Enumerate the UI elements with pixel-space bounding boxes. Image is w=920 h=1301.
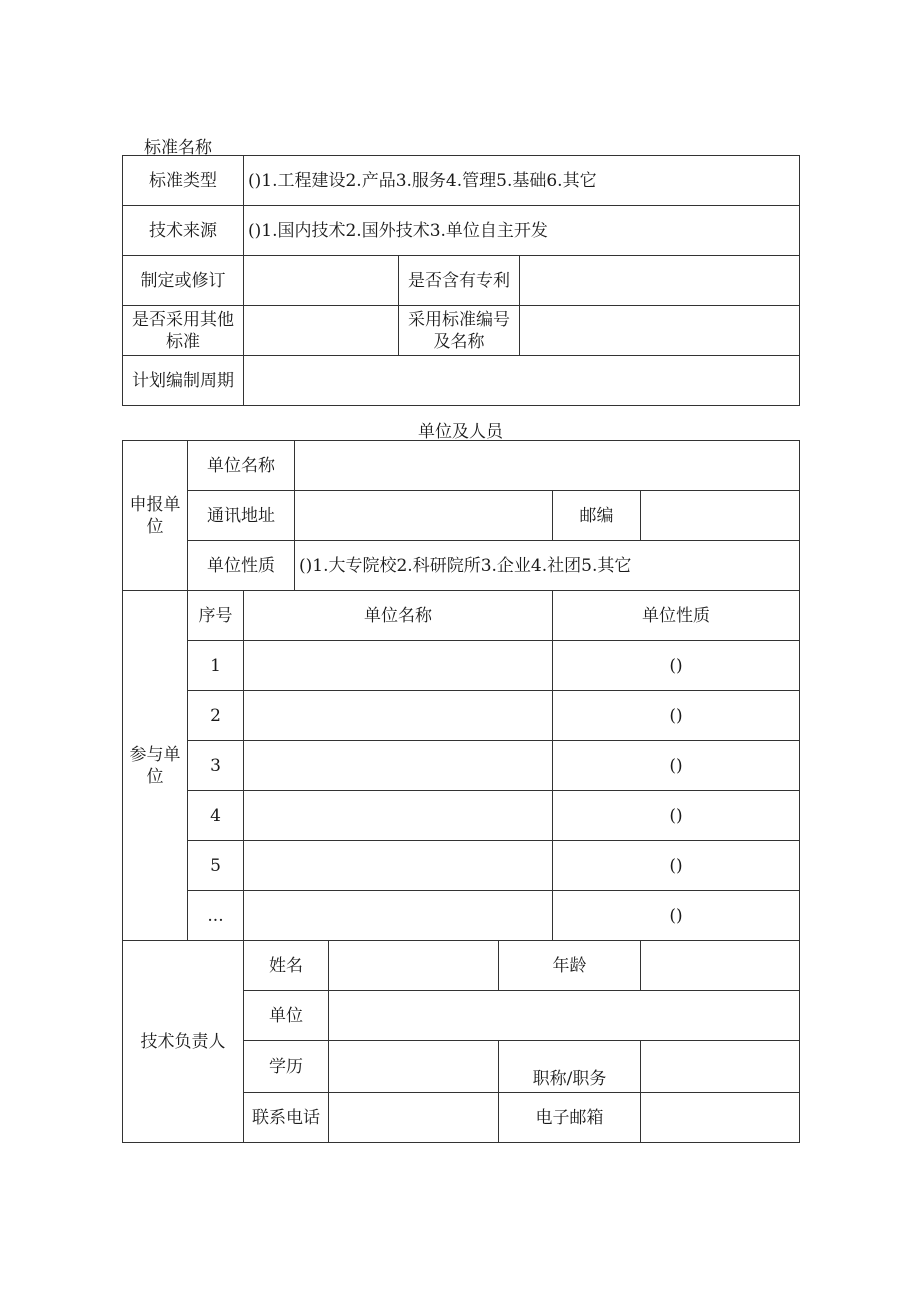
participant-name-field[interactable] [244,691,553,741]
row-seq: ... [188,891,244,941]
revise-label: 制定或修订 [123,256,244,306]
education-label: 学历 [244,1041,329,1093]
participant-nature-field[interactable]: () [553,841,800,891]
email-label: 电子邮箱 [499,1093,641,1143]
table-row [123,791,800,841]
seq-header: 序号 [188,591,244,641]
applicant-name-field[interactable] [295,441,800,491]
age-field[interactable] [641,941,800,991]
participant-name-field[interactable] [244,741,553,791]
table-row [123,841,800,891]
participant-name-field[interactable] [244,891,553,941]
phone-field[interactable] [329,1093,499,1143]
lead-unit-field[interactable] [329,991,800,1041]
row-seq: 2 [188,691,244,741]
address-label: 通讯地址 [188,491,295,541]
form-title: 标准名称 [144,138,212,158]
participant-name-field[interactable] [244,841,553,891]
table-row [123,741,800,791]
participant-nature-field[interactable]: () [553,641,800,691]
adopt-no-field[interactable] [520,306,800,356]
units-personnel-table [122,440,800,1143]
section-title: 单位及人员 [418,422,503,442]
table-row [123,691,800,741]
applicant-nature-row [123,541,800,591]
lead-name-label: 姓名 [244,941,329,991]
tech-source-row [123,206,800,256]
applicant-address-row [123,491,800,541]
participant-nature-field[interactable]: () [553,891,800,941]
applicant-name-label: 单位名称 [188,441,295,491]
period-field[interactable] [244,356,800,406]
email-field[interactable] [641,1093,800,1143]
participant-nature-field[interactable]: () [553,741,800,791]
phone-label: 联系电话 [244,1093,329,1143]
participant-nature-field[interactable]: () [553,791,800,841]
tech-lead-group-label: 技术负责人 [123,941,244,1143]
revise-row [123,256,800,306]
participant-nature-header: 单位性质 [553,591,800,641]
adopt-row [123,306,800,356]
tech-source-options[interactable]: ()1.国内技术2.国外技术3.单位自主开发 [244,206,800,256]
standard-type-row [123,156,800,206]
adopt-field[interactable] [244,306,399,356]
lead-unit-label: 单位 [244,991,329,1041]
participant-name-field[interactable] [244,791,553,841]
table-row [123,641,800,691]
address-field[interactable] [295,491,553,541]
period-label: 计划编制周期 [123,356,244,406]
standard-type-options[interactable]: ()1.工程建设2.产品3.服务4.管理5.基础6.其它 [244,156,800,206]
lead-name-field[interactable] [329,941,499,991]
adopt-label: 是否采用其他标准 [123,306,244,356]
adopt-no-label: 采用标准编号及名称 [399,306,520,356]
row-seq: 5 [188,841,244,891]
participant-name-field[interactable] [244,641,553,691]
table-row [123,891,800,941]
applicant-name-row [123,441,800,491]
row-seq: 3 [188,741,244,791]
applicant-group-label: 申报单位 [123,441,188,591]
participant-name-header: 单位名称 [244,591,553,641]
education-field[interactable] [329,1041,499,1093]
applicant-nature-label: 单位性质 [188,541,295,591]
participant-nature-field[interactable]: () [553,691,800,741]
postcode-label: 邮编 [553,491,641,541]
title-label: 职称/职务 [499,1041,641,1093]
participants-header-row [123,591,800,641]
period-row [123,356,800,406]
postcode-field[interactable] [641,491,800,541]
applicant-nature-options[interactable]: ()1.大专院校2.科研院所3.企业4.社团5.其它 [295,541,800,591]
lead-name-row [123,941,800,991]
revise-field[interactable] [244,256,399,306]
participants-group-label: 参与单位 [123,591,188,941]
title-field[interactable] [641,1041,800,1093]
standard-type-label: 标准类型 [123,156,244,206]
patent-field[interactable] [520,256,800,306]
row-seq: 1 [188,641,244,691]
row-seq: 4 [188,791,244,841]
age-label: 年龄 [499,941,641,991]
tech-source-label: 技术来源 [123,206,244,256]
patent-label: 是否含有专利 [399,256,520,306]
standard-info-table [122,155,800,406]
